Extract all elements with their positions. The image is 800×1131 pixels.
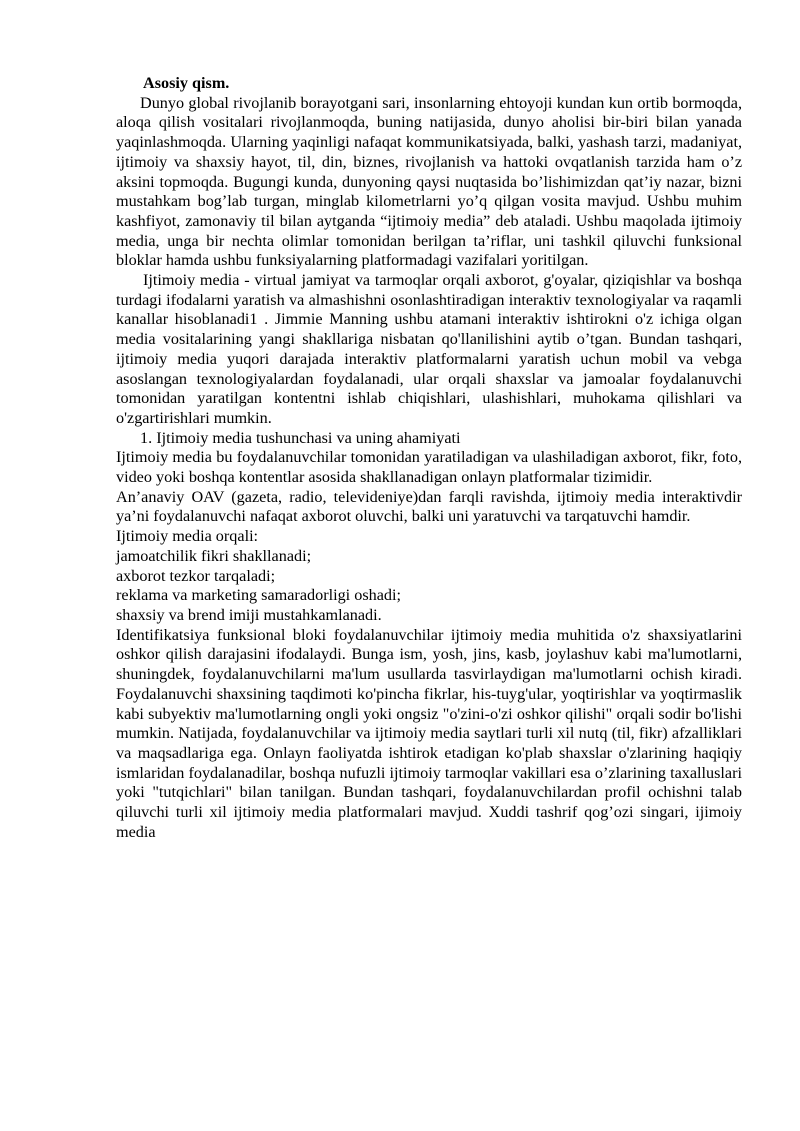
section-heading: Asosiy qism. — [143, 74, 230, 92]
definition-paragraph: Ijtimoiy media - virtual jamiyat va tarmoqlar orqali axborot, g'oyalar, qiziqishlar va boshqa turdagi ifodalarni yaratish va almashishni osonlashtiradigan interaktiv texnologiyalar va raqamli kanallar hisoblanadi1 . Jimmie Manning ushbu atamani interaktiv ishtirokni o'z ichiga olgan media vositalarining yangi shakllariga nisbatan qo'llanilishini aytib o’tgan. Bundan tashqari, ijtimoiy media yuqori darajada interaktiv platformalarni yaratish uchun mobil va vebga asoslangan texnologiyalardan foydalanadi, ular orqali shaxslar va jamoalar foydalanuvchi tomonidan yaratilgan kontentni ishlab chiqishlari, ulashishlari, muhokama qilishlari va o'zgartirishlari mumkin. — [116, 271, 742, 427]
intro-paragraph: Dunyo global rivojlanib borayotgani sari, insonlarning ehtoyoji kundan kun ortib bormoqda, aloqa qilish vositalari rivojlanmoqda, buning natijasida, dunyo aholisi bir-biri bilan yanada yaqinlashmoqda. Ularning yaqinligi nafaqat kommunikatsiyada, balki, yashash tarzi, madaniyat, ijtimoiy va shaxsiy hayot, til, din, biznes, rivojlanish va hattoki ovqatlanish tarzida ham o’z aksini topmoqda. Bugungi kunda, dunyoning qaysi nuqtasida bo’lishimizdan qat’iy nazar, bizni mustahkam bog’lab turgan, minglab kilometrlarni yo’q qilgan vosita mavjud. Ushbu muhim kashfiyot, zamonaviy til bilan aytganda “ijtimoiy media” deb ataladi. Ushbu maqolada ijtimoiy media, unga bir nechta olimlar tomonidan berilgan ta’riflar, uni tashkil qiluvchi funksional bloklar hamda ushbu funksiyalarning platformadagi vazifalari yoritilgan. — [116, 93, 742, 270]
subsection-heading: 1. Ijtimoiy media tushunchasi va uning ahamiyati — [140, 428, 461, 447]
identification-paragraph: Identifikatsiya funksional bloki foydalanuvchilar ijtimoiy media muhitida o'z shaxsiyatlarini oshkor qilish darajasini ifodalaydi. Bunga ism, yosh, jins, kasb, joylashuv kabi ma'lumotlarni, shuningdek, foydalanuvchilarni ma'lum usullarda tasvirlaydigan ma'lumotlarni ochish kiradi. Foydalanuvchi shaxsining taqdimoti ko'pincha fikrlar, his-tuyg'ular, yoqtirishlar va yoqtirmaslik kabi subyektiv ma'lumotlarning ongli yoki ongsiz "o'zini-o'zi oshkor qilishi" orqali sodir bo'lishi mumkin. Natijada, foydalanuvchilar va ijtimoiy media saytlari turli xil nutq (til, fikr) afzalliklari va maqsadlariga ega. Onlayn faoliyatda ishtirok etadigan ko'plab shaxslar o'zlarining haqiqiy ismlaridan foydalanadilar, boshqa nufuzli ijtimoiy tarmoqlar vakillari esa o’zlarining taxalluslari yoki "tutqichlari" bilan tanilgan. Bundan tashqari, foydalanuvchilardan profil ochishni talab qiluvchi turli xil ijtimoiy media platformalari mavjud. Xuddi tashrif qog’ozi singari, ijimoiy media — [116, 625, 742, 841]
document-page — [116, 74, 742, 842]
list-item: jamoatchilik fikri shakllanadi; — [116, 546, 312, 565]
list-item: reklama va marketing samaradorligi oshadi; — [116, 586, 401, 605]
list-intro: Ijtimoiy media orqali: — [116, 527, 259, 546]
list-item: shaxsiy va brend imiji mustahkamlanadi. — [116, 605, 382, 624]
concept-paragraph: Ijtimoiy media bu foydalanuvchilar tomonidan yaratiladigan va ulashiladigan axborot, fikr, foto, video yoki boshqa kontentlar asosida shakllanadigan onlayn platformalar tizimidir. — [116, 448, 742, 487]
list-item: axborot tezkor tarqaladi; — [116, 566, 276, 585]
comparison-paragraph: An’anaviy OAV (gazeta, radio, televideniye)dan farqli ravishda, ijtimoiy media interaktivdir ya’ni foydalanuvchi nafaqat axborot oluvchi, balki uni yaratuvchi va tarqatuvchi hamdir. — [116, 487, 742, 526]
